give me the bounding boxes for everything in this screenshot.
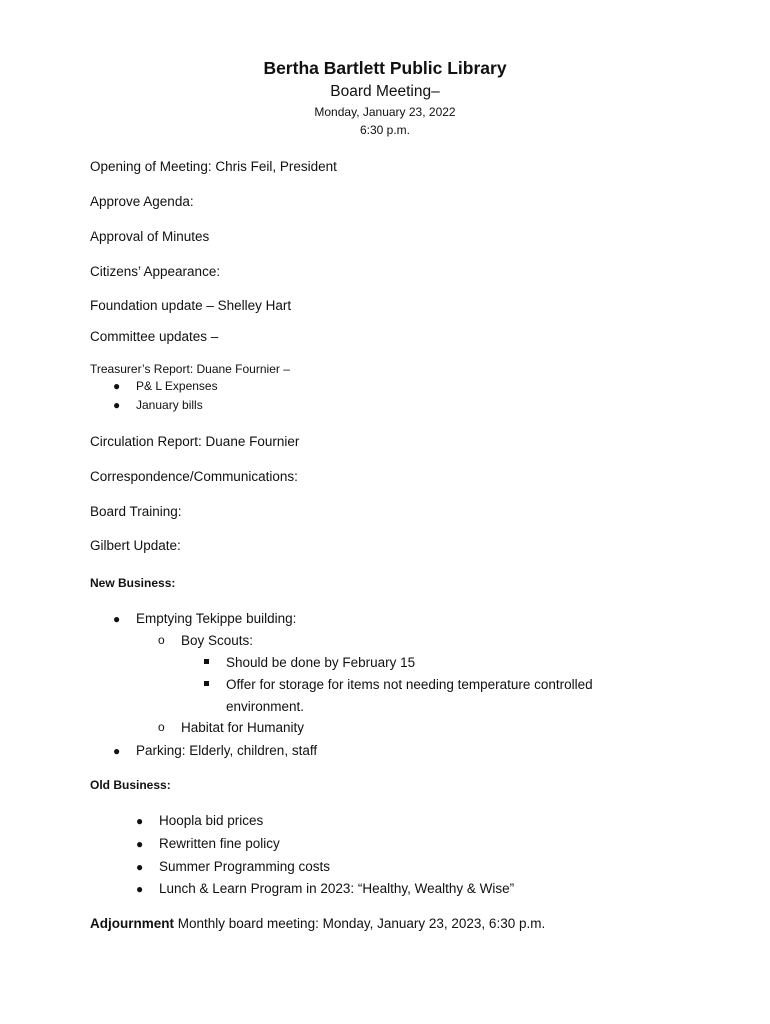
agenda-citizens: Citizens’ Appearance: — [90, 264, 221, 279]
old-business-heading: Old Business: — [90, 778, 171, 792]
bullet-icon: ● — [113, 612, 121, 626]
bullet-icon: ● — [113, 398, 121, 412]
new-business-heading: New Business: — [90, 576, 176, 590]
library-title: Bertha Bartlett Public Library — [263, 58, 507, 78]
old-business-item: Hoopla bid prices — [159, 813, 264, 828]
agenda-correspondence: Correspondence/Communications: — [90, 469, 298, 484]
old-business-item: Summer Programming costs — [159, 859, 331, 874]
agenda-gilbert: Gilbert Update: — [90, 538, 181, 553]
bullet-icon: ● — [136, 882, 144, 896]
circle-bullet-icon: o — [158, 633, 165, 647]
meeting-time: 6:30 p.m. — [359, 123, 411, 137]
agenda-foundation: Foundation update – Shelley Hart — [90, 298, 292, 313]
square-bullet-icon — [204, 659, 209, 664]
adjournment-text: Monthly board meeting: Monday, January 23, 2023, 6:30 p.m. — [174, 916, 546, 931]
square-bullet-icon — [204, 681, 209, 686]
new-business-detail-continued: environment. — [226, 699, 305, 714]
treasurer-item: P& L Expenses — [136, 379, 218, 393]
treasurer-report: Treasurer’s Report: Duane Fournier – — [90, 362, 290, 376]
old-business-item: Lunch & Learn Program in 2023: “Healthy, Wealthy & Wise” — [159, 881, 515, 896]
agenda-committee: Committee updates – — [90, 329, 219, 344]
agenda-board-training: Board Training: — [90, 504, 182, 519]
new-business-subitem: Boy Scouts: — [181, 633, 254, 648]
new-business-item: Emptying Tekippe building: — [136, 611, 297, 626]
treasurer-item: January bills — [136, 398, 203, 412]
meeting-title: Board Meeting– — [330, 83, 440, 100]
new-business-subitem: Habitat for Humanity — [181, 720, 305, 735]
bullet-icon: ● — [113, 744, 121, 758]
bullet-icon: ● — [136, 860, 144, 874]
agenda-opening: Opening of Meeting: Chris Feil, President — [90, 159, 337, 174]
circle-bullet-icon: o — [158, 720, 165, 734]
bullet-icon: ● — [136, 814, 144, 828]
agenda-circulation: Circulation Report: Duane Fournier — [90, 434, 300, 449]
meeting-date: Monday, January 23, 2022 — [314, 105, 456, 119]
new-business-detail: Should be done by February 15 — [226, 655, 416, 670]
new-business-detail: Offer for storage for items not needing temperature controlled — [226, 677, 593, 692]
new-business-item: Parking: Elderly, children, staff — [136, 743, 318, 758]
old-business-item: Rewritten fine policy — [159, 836, 280, 851]
bullet-icon: ● — [136, 837, 144, 851]
adjournment — [90, 916, 545, 931]
bullet-icon: ● — [113, 379, 121, 393]
agenda-approval-minutes: Approval of Minutes — [90, 229, 210, 244]
adjournment-label: Adjournment — [90, 916, 174, 931]
agenda-approve-agenda: Approve Agenda: — [90, 194, 194, 209]
